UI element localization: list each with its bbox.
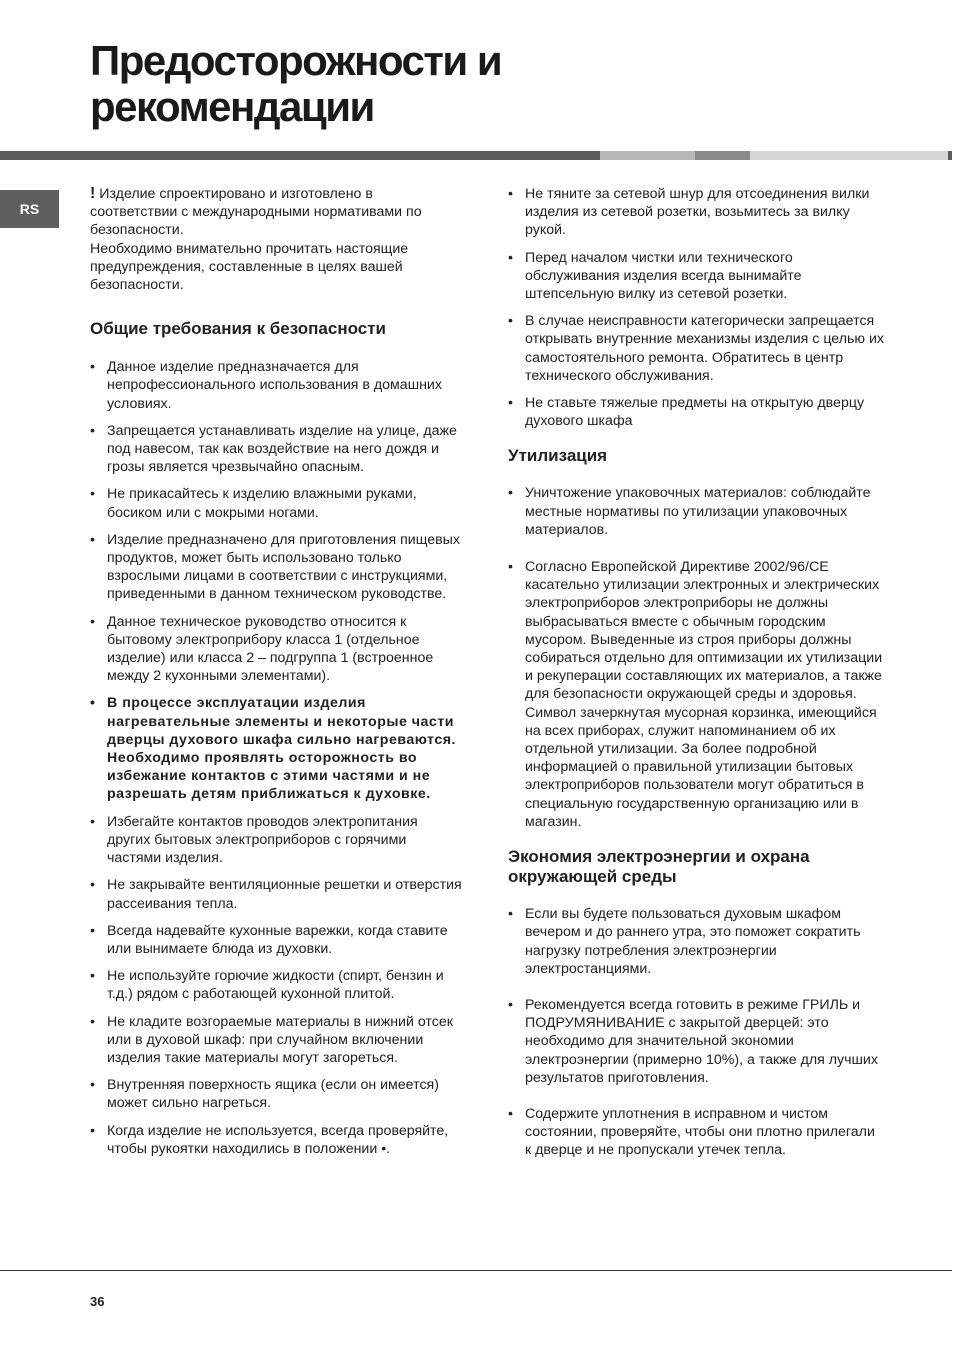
list-item: • В случае неисправности категорически запрещается открывать внутренние механизмы изделия с целью их самостоятельного ремонта. Обратитесь в центр технического обслуживания.	[508, 312, 884, 385]
safety-heading: Общие требования к безопасности	[90, 319, 386, 339]
disposal-heading: Утилизация	[508, 446, 608, 466]
list-item: • Не тяните за сетевой шнур для отсоединения вилки изделия из сетевой розетки, возьмитесь за вилку рукой.	[508, 185, 884, 240]
list-item: • Если вы будете пользоваться духовым шкафом вечером и до раннего утра, это поможет сократить нагрузку потребления электроэнергии электростанциями.	[508, 905, 884, 978]
list-item: • Не закрывайте вентиляционные решетки и отверстия рассеивания тепла.	[90, 876, 462, 912]
list-item: • Запрещается устанавливать изделие на улице, даже под навесом, так как воздействие на него дождя и грозы является чрезвычайно опасным.	[90, 422, 462, 477]
safety-list	[90, 358, 462, 1158]
intro-paragraph-1	[90, 185, 462, 240]
list-item: • Рекомендуется всегда готовить в режиме ГРИЛЬ и ПОДРУМЯНИВАНИЕ с закрытой дверцей: это необходимо для значительной экономии электроэнергии (примерно 10%), а также для лучших результатов приготовления.	[508, 996, 884, 1087]
header-rule-mid	[695, 151, 750, 160]
intro-paragraph-2: Необходимо внимательно прочитать настоящие предупреждения, составленные в целях вашей безопасности.	[90, 240, 409, 294]
page-number: 36	[90, 1294, 105, 1309]
header-rule-light	[600, 151, 695, 160]
list-item: • Данное техническое руководство относится к бытовому электроприбору класса 1 (отдельное изделие) или класса 2 – подгруппа 1 (встроенное между 2 кухонными элементами).	[90, 613, 462, 686]
header-rule-dark	[0, 151, 600, 160]
list-item: • Данное изделие предназначается для непрофессионального использования в домашних условиях.	[90, 358, 462, 413]
title-line-2: рекомендации	[90, 83, 374, 130]
list-item: • Не кладите возгораемые материалы в нижний отсек или в духовой шкаф: при случайном включении изделия такие материалы могут загореться.	[90, 1013, 462, 1068]
header-rule-pale	[750, 151, 948, 160]
list-item: • Согласно Европейской Директиве 2002/96/CE касательно утилизации электронных и электрических электроприборов электроприборы не должны выбрасываться вместе с обычным городским мусором. Выведенные из строя приборы должны собираться отдельно для оптимизации их утилизации и рекуперации составляющих их материалов, а также для безопасности окружающей среды и здоровья. Символ зачеркнутая мусорная корзинка, имеющийся на всех приборах, служит напоминанием об их отдельной утилизации. За более подробной информацией о правильной утилизации бытовых электроприборов пользователи могут обратиться в специальную государственную организацию или в магазин.	[508, 558, 884, 831]
left-column	[90, 185, 462, 1158]
right-column	[508, 185, 884, 1160]
intro	[90, 185, 462, 294]
list-item: • Избегайте контактов проводов электропитания других бытовых электроприборов с горячими частями изделия.	[90, 813, 462, 868]
list-item: • Не ставьте тяжелые предметы на открытую дверцу духового шкафа	[508, 394, 884, 430]
energy-heading: Экономия электроэнергии и охрана окружающей среды	[508, 847, 810, 887]
list-item: • Уничтожение упаковочных материалов: соблюдайте местные нормативы по утилизации упаковочных материалов.	[508, 484, 884, 539]
list-item: • Не прикасайтесь к изделию влажными руками, босиком или с мокрыми ногами.	[90, 485, 462, 521]
list-item: • Внутренняя поверхность ящика (если он имеется) может сильно нагреться.	[90, 1076, 462, 1112]
list-item: • Всегда надевайте кухонные варежки, когда ставите или вынимаете блюда из духовки.	[90, 922, 462, 958]
warning-mark: !	[90, 185, 96, 202]
list-item-warning: • В процессе эксплуатации изделия нагревательные элементы и некоторые части дверцы духового шкафа сильно нагреваются. Необходимо проявлять осторожность во избежание контактов с этими частями и не разрешать детям приближаться к духовке.	[90, 694, 462, 803]
list-item: • Не используйте горючие жидкости (спирт, бензин и т.д.) рядом с работающей кухонной плитой.	[90, 967, 462, 1003]
list-item: • Перед началом чистки или технического обслуживания изделия всегда вынимайте штепсельную вилку из сетевой розетки.	[508, 249, 884, 304]
list-item: • Когда изделие не используется, всегда проверяйте, чтобы рукоятки находились в положении •.	[90, 1122, 462, 1158]
title-line-1: Предосторожности и	[90, 37, 502, 84]
safety-list-continued	[508, 185, 884, 430]
intro-text-1: Изделие спроектировано и изготовлено в соответствии с международными нормативами по безопасности.	[90, 186, 422, 239]
energy-list	[508, 905, 884, 1159]
footer-rule	[0, 1270, 952, 1271]
list-item: • Изделие предназначено для приготовления пищевых продуктов, может быть использовано только взрослыми лицами в соответствии с инструкциями, приведенными в данном техническом руководстве.	[90, 531, 462, 604]
header-rule-end	[948, 151, 952, 160]
list-item: • Содержите уплотнения в исправном и чистом состоянии, проверяйте, чтобы они плотно прилегали к дверце и не пропускали утечек тепла.	[508, 1105, 884, 1160]
page-title	[90, 38, 501, 130]
disposal-list	[508, 484, 884, 831]
language-tab: RS	[0, 190, 59, 228]
